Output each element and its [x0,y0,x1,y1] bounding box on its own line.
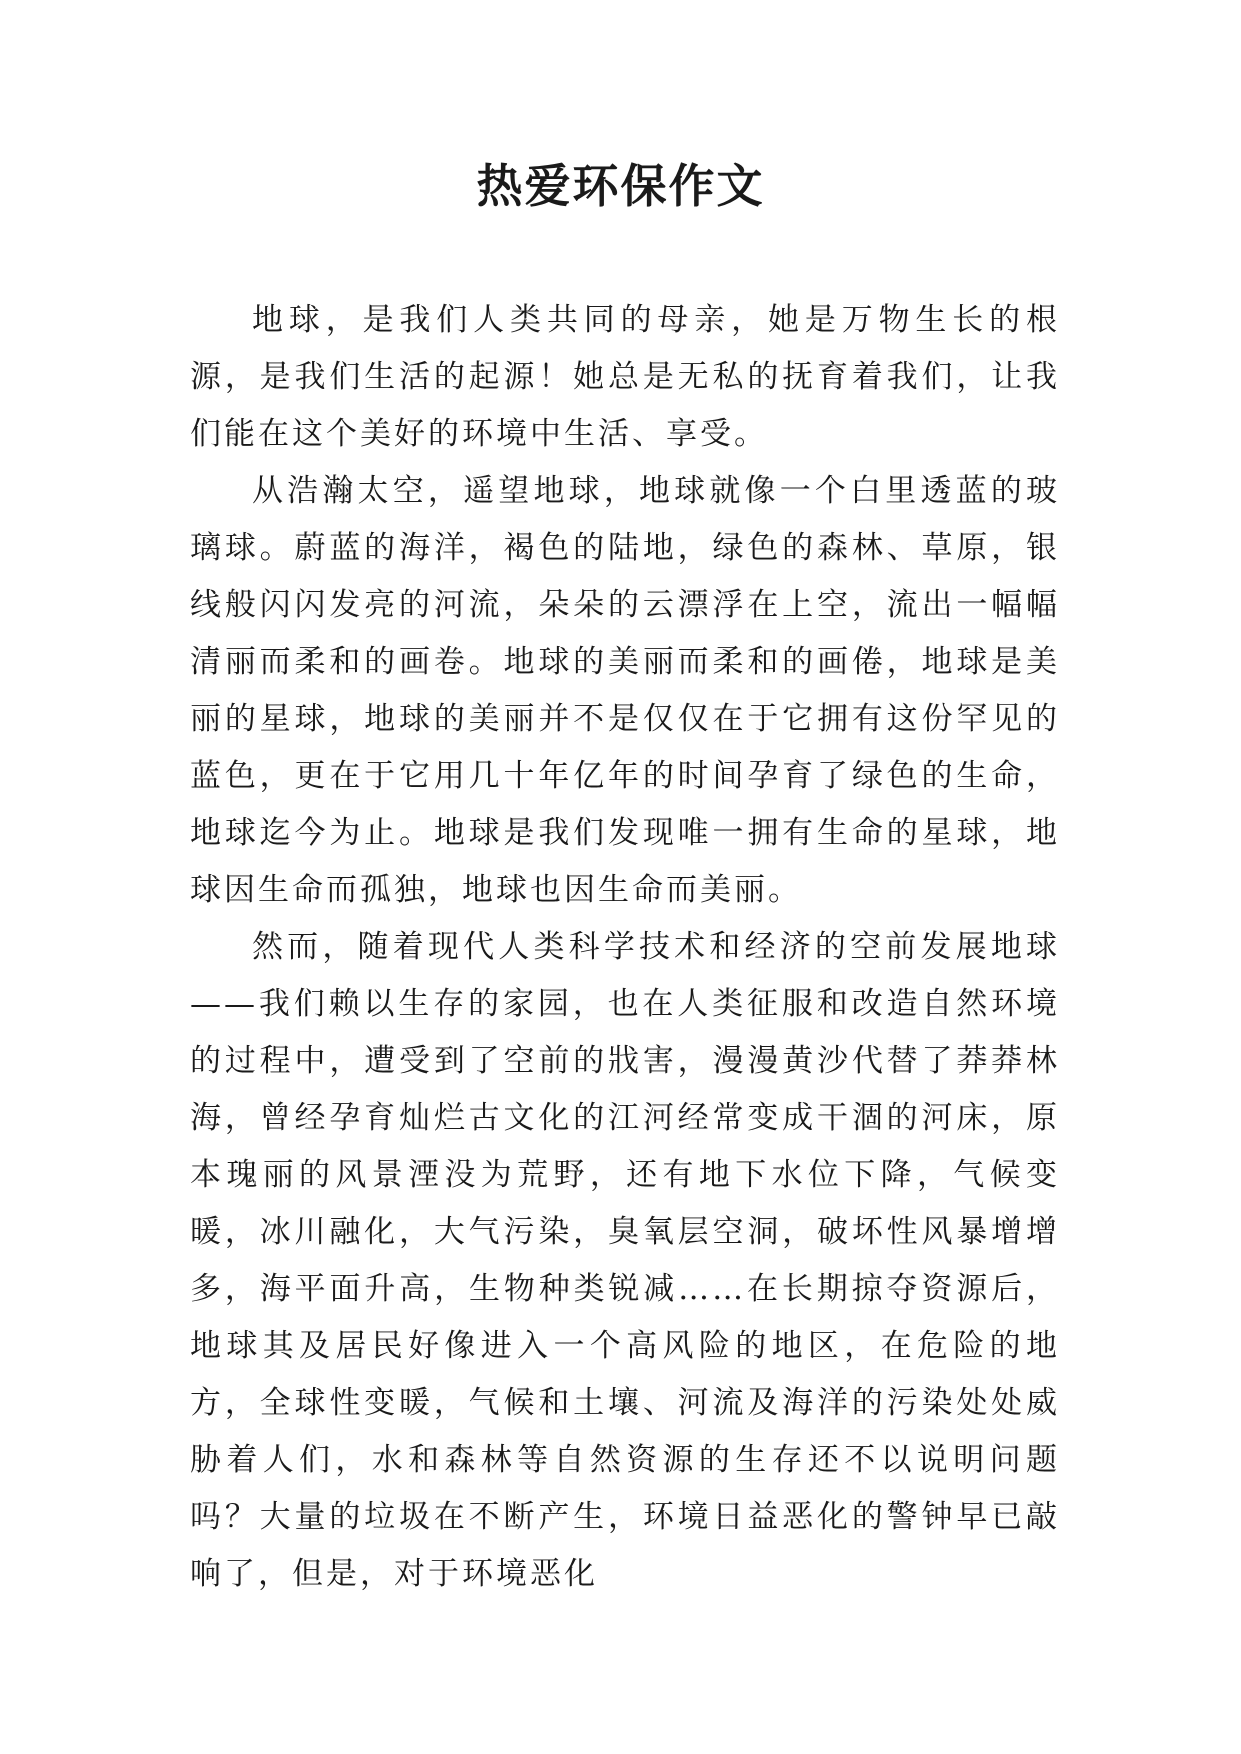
document-title: 热爱环保作文 [476,159,765,213]
paragraph-2: 从浩瀚太空，遥望地球，地球就像一个白里透蓝的玻璃球。蔚蓝的海洋，褐色的陆地，绿色的森林、草原，银线般闪闪发亮的河流，朵朵的云漂浮在上空，流出一幅幅清丽而柔和的画卷。地球的美丽而柔和的画倦，地球是美丽的星球，地球的美丽并不是仅仅在于它拥有这份罕见的蓝色，更在于它用几十年亿年的时间孕育了绿色的生命，地球迄今为止。地球是我们发现唯一拥有生命的星球，地球因生命而孤独，地球也因生命而美丽。 [190,473,1060,908]
document-body [190,292,1060,1603]
paragraph-1: 地球，是我们人类共同的母亲，她是万物生长的根源，是我们生活的起源！她总是无私的抚育着我们，让我们能在这个美好的环境中生活、享受。 [190,302,1060,452]
paragraph-3: 然而，随着现代人类科学技术和经济的空前发展地球——我们赖以生存的家园，也在人类征服和改造自然环境的过程中，遭受到了空前的戕害，漫漫黄沙代替了莽莽林海，曾经孕育灿烂古文化的江河经常变成干涸的河床，原本瑰丽的风景湮没为荒野，还有地下水位下降，气候变暖，冰川融化，大气污染，臭氧层空洞，破坏性风暴增增多，海平面升高，生物种类锐减……在长期掠夺资源后，地球其及居民好像进入一个高风险的地区，在危险的地方，全球性变暖，气候和土壤、河流及海洋的污染处处威胁着人们，水和森林等自然资源的生存还不以说明问题吗？大量的垃圾在不断产生，环境日益恶化的警钟早已敲响了，但是，对于环境恶化 [190,929,1060,1592]
